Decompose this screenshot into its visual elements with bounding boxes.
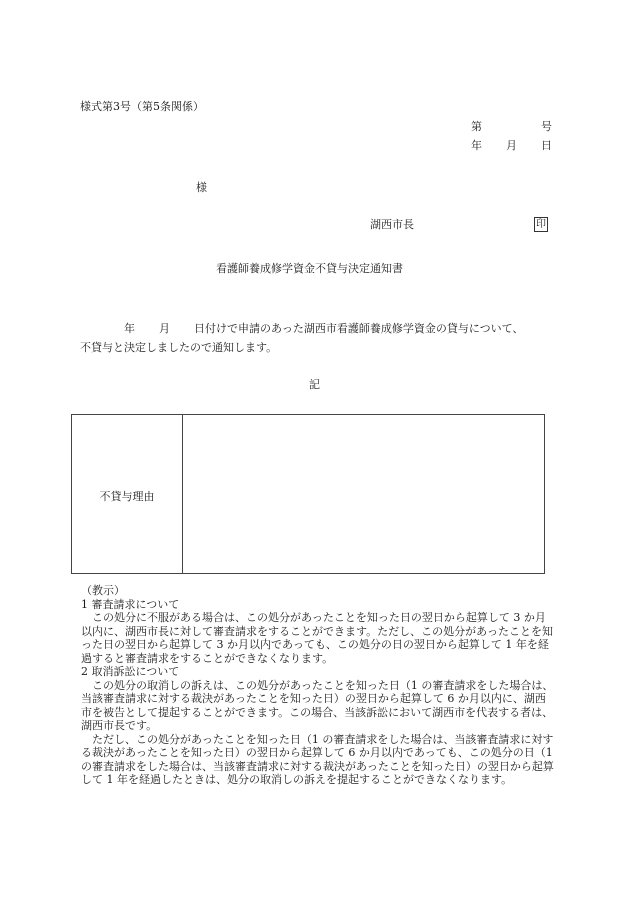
notes-s2-text1: この処分の取消しの訴えは、この処分があったことを知った日（1 の審査請求をした場合は、当該審査請求に対する裁決があったことを知った日）の翌日から起算して 6 か月以内に、湖西市を被告として提起することができます。この場合、当該訴訟において湖西市を代表する者は、湖西市長です。 <box>81 678 554 732</box>
form-label: 様式第3号（第5条関係） <box>80 100 204 113</box>
notes-s1-text: この処分に不服がある場合は、この処分があったことを知った日の翌日から起算して 3 か月以内に、湖西市長に対して審査請求をすることができます。ただし、この処分があったことを知った日の翌日から起算して 3 か月以内であっても、この処分の日の翌日から起算して 1 年を経過すると審査請求をすることができなくなります。 <box>81 611 554 665</box>
reason-label: 不貸与理由 <box>99 490 155 503</box>
notes-heading: （教示） <box>81 584 125 597</box>
table-divider <box>182 415 183 573</box>
ki-mark: 記 <box>309 378 320 391</box>
notes-s2-text2: ただし、この処分があったことを知った日（1 の審査請求をした場合は、当該審査請求に対する裁決があったことを知った日）の翌日から起算して 6 か月以内であっても、この処分の日（1 の審査請求をした場合は、当該審査請求に対する裁決があったことを知った日）の翌日から起算して 1 年を経過したときは、処分の取消しの訴えを提起することができなくなります。 <box>81 732 554 786</box>
date-year: 年 <box>471 139 482 152</box>
number-prefix: 第 <box>471 120 482 133</box>
date-month: 月 <box>506 139 517 152</box>
document-title: 看護師養成修学資金不貸与決定通知書 <box>216 262 403 275</box>
notes-s2-title: 2 取消訴訟について <box>81 665 180 678</box>
notes-s1-title: 1 審査請求について <box>81 597 180 611</box>
body-line1-rest: 日付けで申請のあった湖西市看護師養成修学資金の貸与について、 <box>194 322 524 335</box>
sender: 湖西市長 <box>370 218 414 231</box>
seal-mark: 印 <box>536 219 546 230</box>
body-line2: 不貸与と決定しましたので通知します。 <box>80 341 278 354</box>
addressee-suffix: 様 <box>196 181 207 194</box>
body-text <box>80 319 550 357</box>
notes-section <box>81 584 555 787</box>
body-year: 年 <box>124 322 135 335</box>
date-day: 日 <box>541 139 552 152</box>
body-month: 月 <box>159 322 170 335</box>
reason-table <box>71 414 545 574</box>
number-suffix: 号 <box>541 120 552 133</box>
